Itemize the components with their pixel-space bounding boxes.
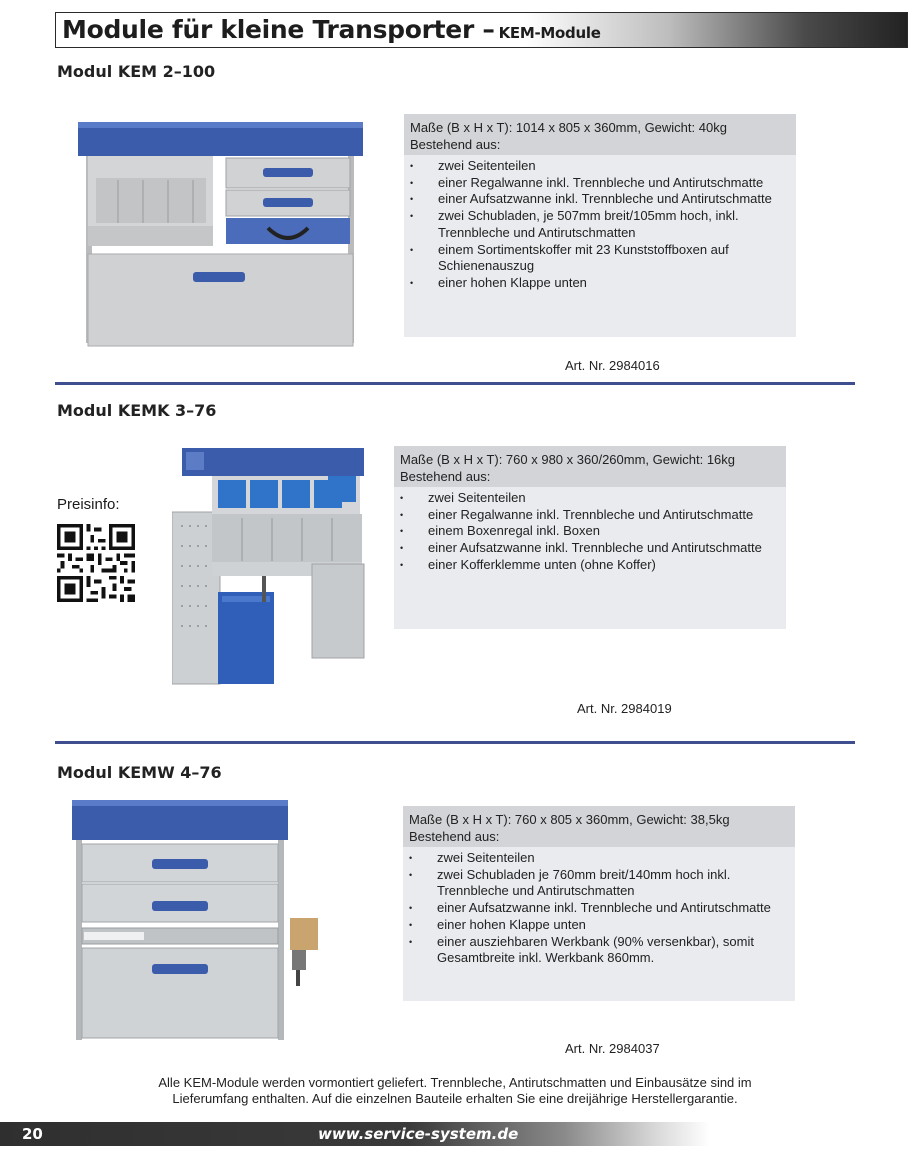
list-item: • einer hohen Klappe unten [410, 275, 788, 292]
module-kemk-3-76-image [172, 446, 374, 686]
footer-note-line-2: Lieferumfang enthalten. Auf die einzelnen Bauteile erhalten Sie eine dreijährige Herstellergarantie. [172, 1091, 738, 1106]
module-2-title: Modul KEMK 3–76 [57, 401, 217, 420]
preisinfo-label: Preisinfo: [57, 496, 120, 513]
list-item: • einer Kofferklemme unten (ohne Koffer) [400, 557, 778, 574]
module-1-info-head [404, 114, 796, 155]
module-3-dimensions: Maße (B x H x T): 760 x 805 x 360mm, Gewicht: 38,5kg [409, 812, 730, 827]
module-2-art-nr: Art. Nr. 2984019 [577, 701, 672, 716]
list-item: • zwei Seitenteilen [409, 850, 787, 867]
module-3-art-nr: Art. Nr. 2984037 [565, 1041, 660, 1056]
list-item: • einer Aufsatzwanne inkl. Trennbleche und Antirutschmatte [400, 540, 778, 557]
module-3-title: Modul KEMW 4–76 [57, 763, 222, 782]
list-item: • einer hohen Klappe unten [409, 917, 787, 934]
module-3-consists-label: Bestehend aus: [409, 829, 500, 844]
module-3-info-box [403, 806, 795, 1001]
page-title-text: Module für kleine Transporter – [62, 15, 495, 44]
module-1-dimensions: Maße (B x H x T): 1014 x 805 x 360mm, Gewicht: 40kg [410, 120, 727, 135]
page-title-bar [55, 12, 908, 48]
list-item: • einem Boxenregal inkl. Boxen [400, 523, 778, 540]
footer-note-line-1: Alle KEM-Module werden vormontiert geliefert. Trennbleche, Antirutschmatten und Einbausätze sind im [158, 1075, 752, 1090]
page-title [62, 15, 601, 44]
footer-url-link[interactable]: www.service-system.de [318, 1125, 519, 1143]
module-3-items [403, 847, 795, 973]
module-3-info-head [403, 806, 795, 847]
section-divider [55, 741, 855, 744]
module-2-info-head [394, 446, 786, 487]
page-subtitle: KEM-Module [498, 24, 601, 42]
list-item: • zwei Schubladen je 760mm breit/140mm hoch inkl. Trennbleche und Antirutschmatten [409, 867, 787, 900]
footer-bar [0, 1122, 910, 1146]
module-1-consists-label: Bestehend aus: [410, 137, 501, 152]
list-item: • zwei Schubladen, je 507mm breit/105mm hoch, inkl. Trennbleche und Antirutschmatten [410, 208, 788, 241]
footer-note [60, 1075, 850, 1107]
list-item: • einer Regalwanne inkl. Trennbleche und Antirutschmatte [410, 175, 788, 192]
list-item: • einem Sortimentskoffer mit 23 Kunststoffboxen auf Schienenauszug [410, 242, 788, 275]
list-item: • einer Regalwanne inkl. Trennbleche und Antirutschmatte [400, 507, 778, 524]
module-kemw-4-76-image [72, 800, 320, 1042]
section-divider [55, 382, 855, 385]
page-number: 20 [22, 1125, 43, 1143]
module-kem-2-100-image [78, 118, 363, 348]
module-2-dimensions: Maße (B x H x T): 760 x 980 x 360/260mm, Gewicht: 16kg [400, 452, 736, 467]
module-2-info-box [394, 446, 786, 629]
list-item: • einer Aufsatzwanne inkl. Trennbleche und Antirutschmatte [410, 191, 788, 208]
module-1-art-nr: Art. Nr. 2984016 [565, 358, 660, 373]
list-item: • einer ausziehbaren Werkbank (90% versenkbar), somit Gesamtbreite inkl. Werkbank 860mm. [409, 934, 787, 967]
module-1-title: Modul KEM 2–100 [57, 62, 216, 81]
module-2-consists-label: Bestehend aus: [400, 469, 491, 484]
list-item: • einer Aufsatzwanne inkl. Trennbleche und Antirutschmatte [409, 900, 787, 917]
list-item: • zwei Seitenteilen [410, 158, 788, 175]
module-2-items [394, 487, 786, 580]
list-item: • zwei Seitenteilen [400, 490, 778, 507]
module-1-items [404, 155, 796, 298]
qr-code-icon [54, 524, 138, 602]
module-1-info-box [404, 114, 796, 337]
